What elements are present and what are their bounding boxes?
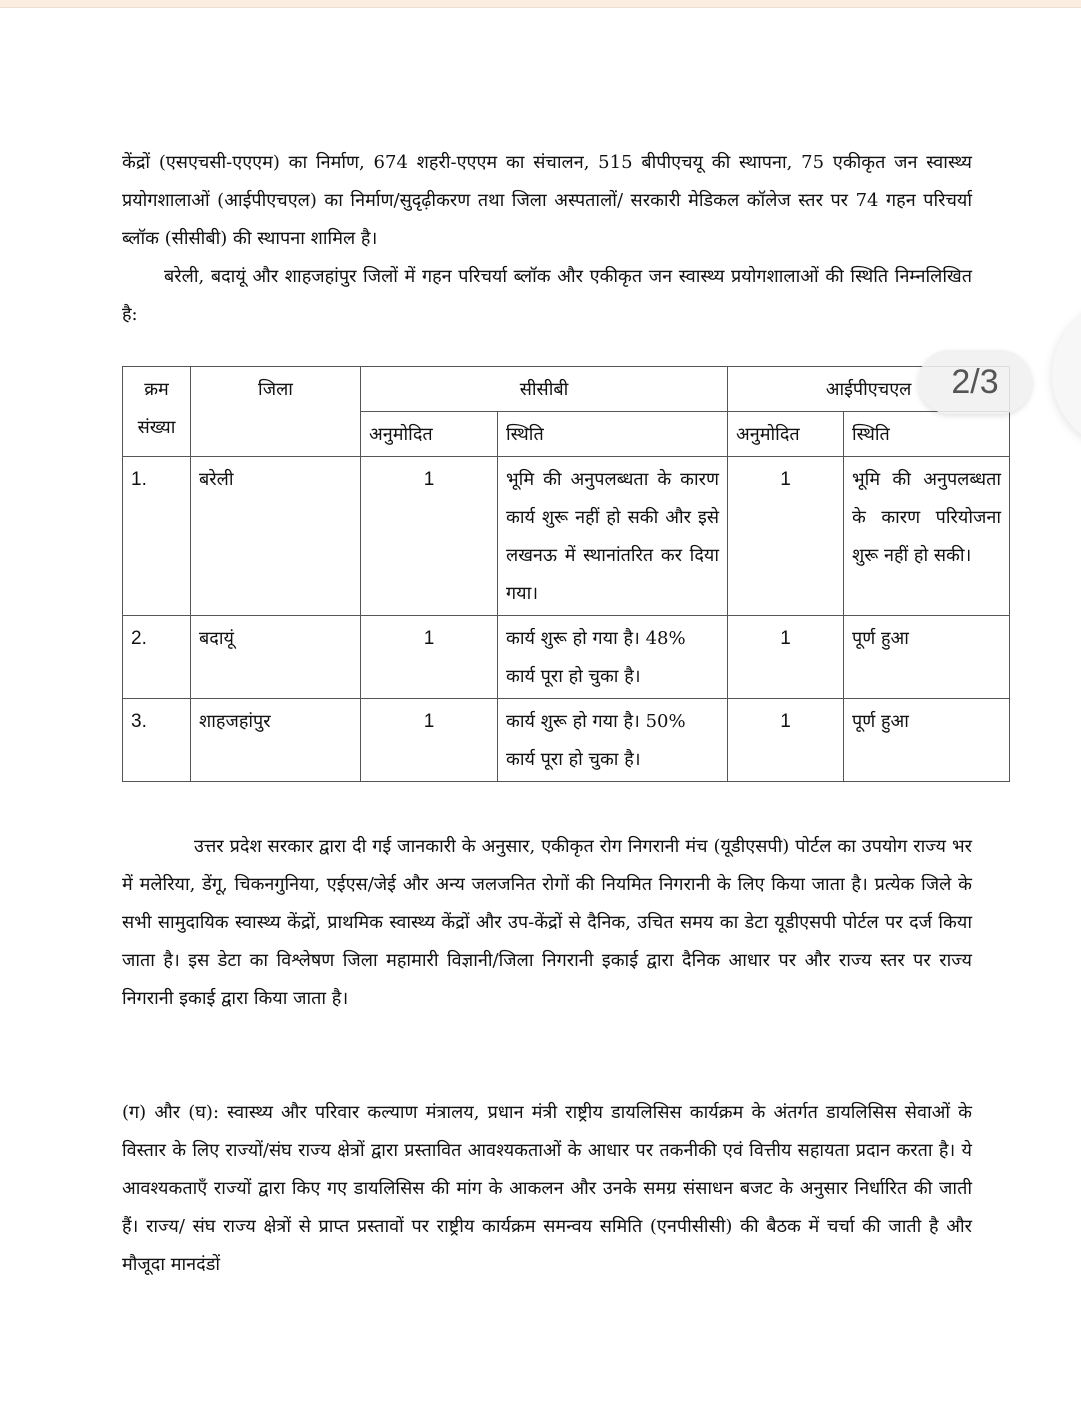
cell-ccb-status: भूमि की अनुपलब्धता के कारण कार्य शुरू नहीं हो सकी और इसे लखनऊ में स्थानांतरित कर दिया गया। (498, 457, 728, 616)
header-ccb-approved: अनुमोदित (361, 412, 498, 457)
cell-serial: 3. (123, 699, 191, 782)
cell-ccb-status: कार्य शुरू हो गया है। 48% कार्य पूरा हो चुका है। (498, 616, 728, 699)
cell-iphl-approved: 1 (728, 616, 844, 699)
cell-serial: 2. (123, 616, 191, 699)
header-iphl-approved: अनुमोदित (728, 412, 844, 457)
paragraph-dialysis: (ग) और (घ): स्वास्थ्य और परिवार कल्याण मंत्रालय, प्रधान मंत्री राष्ट्रीय डायलिसिस कार्यक्रम के अंतर्गत डायलिसिस सेवाओं के विस्तार के लिए राज्यों/संघ राज्य क्षेत्रों द्वारा प्रस्तावित आवश्यकताओं के आधार पर तकनीकी एवं वित्तीय सहायता प्रदान करता है। ये आवश्यकताएँ राज्यों द्वारा किए गए डायलिसिस की मांग के आकलन और उनके समग्र संसाधन बजट के अनुसार निर्धारित की जाती हैं। राज्य/ संघ राज्य क्षेत्रों से प्राप्त प्रस्तावों पर राष्ट्रीय कार्यक्रम समन्वय समिति (एनपीसीसी) की बैठक में चर्चा की जाती है और मौजूदा मानदंडों (122, 1102, 972, 1275)
cell-district: शाहजहांपुर (191, 699, 361, 782)
cell-iphl-approved: 1 (728, 699, 844, 782)
pdf-page (0, 8, 1081, 1419)
cell-district: बरेली (191, 457, 361, 616)
table-header-row-1 (123, 367, 1010, 412)
ccb-iphl-status-table (122, 366, 1010, 782)
table-row (123, 457, 1010, 616)
table-row (123, 616, 1010, 699)
cell-iphl-status: भूमि की अनुपलब्धता के कारण परियोजना शुरू नहीं हो सकी। (844, 457, 1010, 616)
header-ccb-status: स्थिति (498, 412, 728, 457)
cell-iphl-status: पूर्ण हुआ (844, 699, 1010, 782)
header-serial: क्रम संख्या (123, 367, 191, 457)
cell-serial: 1. (123, 457, 191, 616)
header-ccb: सीसीबी (361, 367, 728, 412)
cell-ccb-approved: 1 (361, 457, 498, 616)
cell-iphl-status: पूर्ण हुआ (844, 616, 1010, 699)
header-iphl-status: स्थिति (844, 412, 1010, 457)
paragraph-udsp: उत्तर प्रदेश सरकार द्वारा दी गई जानकारी के अनुसार, एकीकृत रोग निगरानी मंच (यूडीएसपी) पोर्टल का उपयोग राज्य भर में मलेरिया, डेंगू, चिकनगुनिया, एईएस/जेई और अन्य जलजनित रोगों की नियमित निगरानी के लिए किया जाता है। प्रत्येक जिले के सभी सामुदायिक स्वास्थ्य केंद्रों, प्राथमिक स्वास्थ्य केंद्रों और उप-केंद्रों से दैनिक, उचित समय का डेटा यूडीएसपी पोर्टल पर दर्ज किया जाता है। इस डेटा का विश्लेषण जिला महामारी विज्ञानी/जिला निगरानी इकाई द्वारा दैनिक आधार पर और राज्य स्तर पर राज्य निगरानी इकाई द्वारा किया जाता है। (122, 836, 972, 1009)
cell-ccb-approved: 1 (361, 616, 498, 699)
page-indicator: 2/3 (918, 350, 1032, 414)
cell-district: बदायूं (191, 616, 361, 699)
header-iphl: आईपीएचएल (728, 367, 1010, 412)
cell-ccb-approved: 1 (361, 699, 498, 782)
cell-ccb-status: कार्य शुरू हो गया है। 50% कार्य पूरा हो चुका है। (498, 699, 728, 782)
paragraph-table-intro: बरेली, बदायूं और शाहजहांपुर जिलों में गहन परिचर्या ब्लॉक और एकीकृत जन स्वास्थ्य प्रयोगशालाओं की स्थिति निम्नलिखित है: (122, 266, 972, 325)
header-district: जिला (191, 367, 361, 457)
top-status-bar (0, 0, 1081, 8)
table-row (123, 699, 1010, 782)
cell-iphl-approved: 1 (728, 457, 844, 616)
paragraph-intro: केंद्रों (एसएचसी-एएएम) का निर्माण, 674 शहरी-एएएम का संचालन, 515 बीपीएचयू की स्थापना, 75 एकीकृत जन स्वास्थ्य प्रयोगशालाओं (आईपीएचएल) का निर्माण/सुदृढ़ीकरण तथा जिला अस्पतालों/ सरकारी मेडिकल कॉलेज स्तर पर 74 गहन परिचर्या ब्लॉक (सीसीबी) की स्थापना शामिल है। (122, 152, 972, 249)
